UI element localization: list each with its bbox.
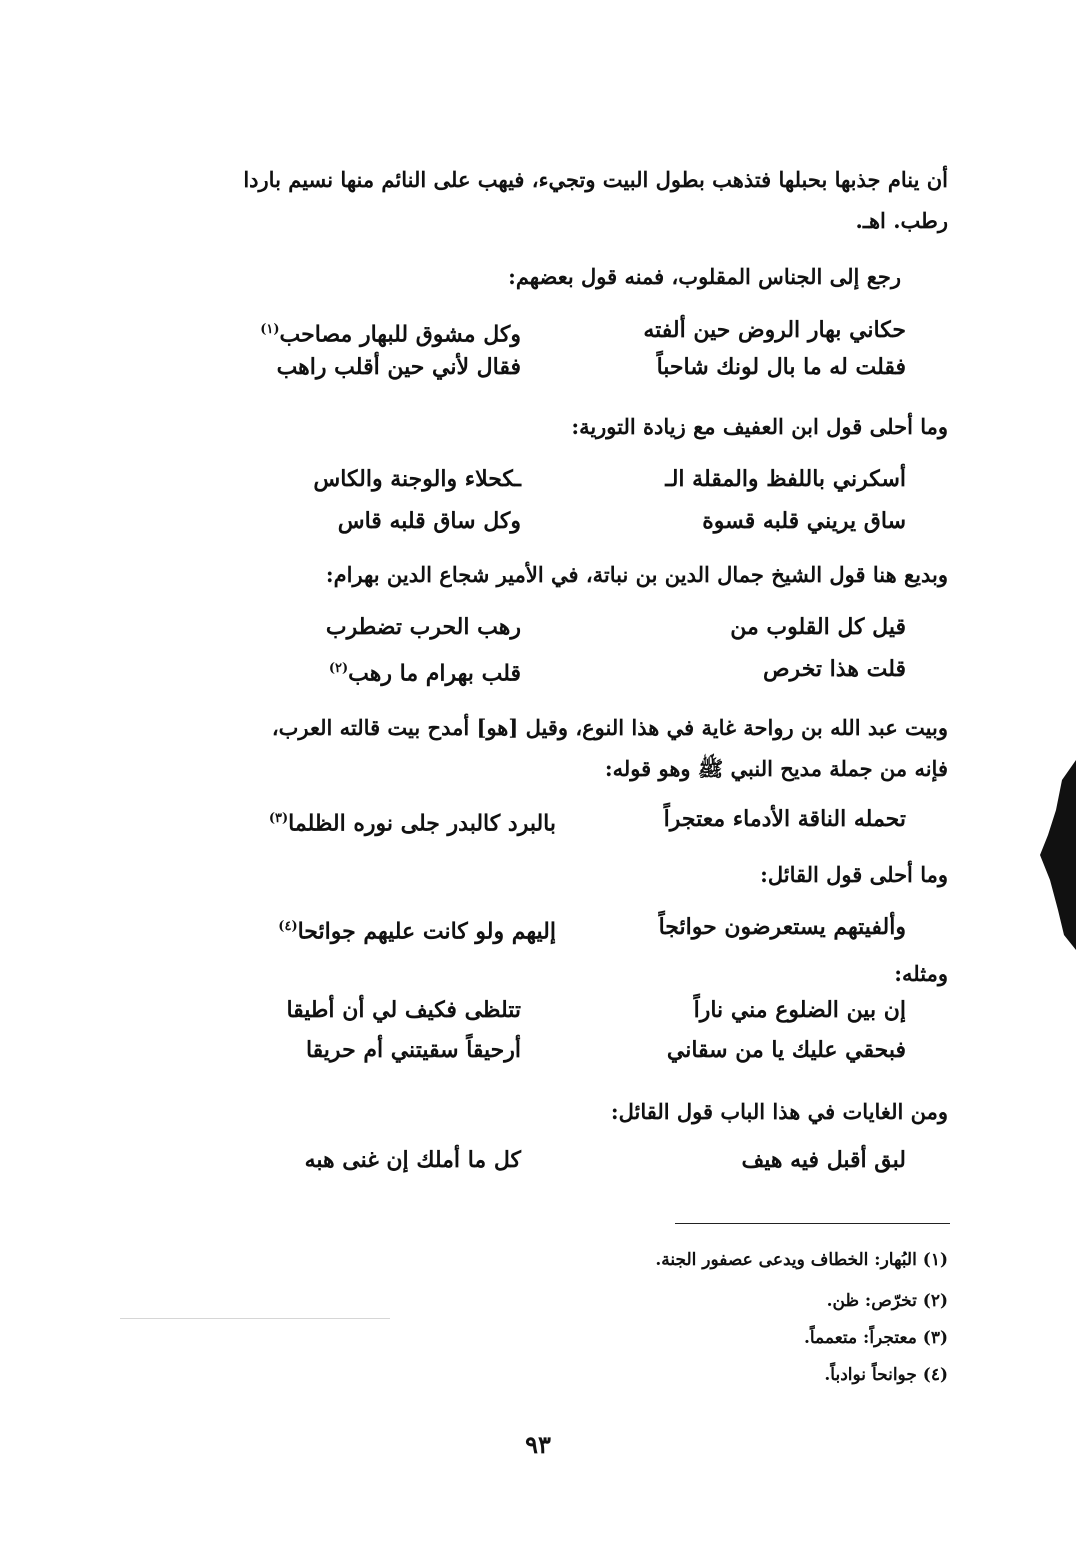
footnote-ref-3: (٣) xyxy=(268,811,289,826)
bleed-through-rule xyxy=(120,1318,390,1319)
footnote-3: (٣) معتجراً: متعمماً. xyxy=(803,1328,948,1348)
paragraph-1-line-2: رطب. اهـ. xyxy=(855,208,948,233)
footnote-1: (١) البُهار: الخطاف ويدعى عصفور الجنة. xyxy=(655,1250,948,1270)
verse-1b-second: فقال لأني حين أقلب راهب xyxy=(276,354,521,380)
verse-1a-first: حكاني بهار الروض حين ألفته xyxy=(643,317,906,343)
verse-6b-first: فبحقي عليك يا من سقاني xyxy=(666,1037,906,1063)
paragraph-8: ومن الغايات في هذا الباب قول القائل: xyxy=(610,1099,948,1124)
paragraph-3: وما أحلى قول ابن العفيف مع زيادة التورية: xyxy=(571,414,948,439)
verse-6b-second: أرحيقاً سقيتني أم حريقا xyxy=(305,1037,521,1063)
paragraph-5-line-1: وبيت عبد الله بن رواحة غاية في هذا النوع، وقيل [هو] أمدح بيت قالته العرب، xyxy=(271,715,948,740)
verse-2b-second: وكل ساق قلبه قاس xyxy=(337,508,521,534)
verse-1a-second: وكل مشوق للبهار مصاحب xyxy=(279,321,521,348)
verse-1a-second-wrap xyxy=(181,313,521,351)
verse-4-first: تحمله الناقة الأدماء معتجراً xyxy=(663,806,906,832)
verse-5-second-wrap xyxy=(196,910,556,948)
verse-5-second: إليهم ولو كانت عليهم جوائحا xyxy=(297,918,556,945)
verse-3a-first: قيل كل القلوب من xyxy=(730,614,906,640)
verse-3b-first: قلت هذا تخرص xyxy=(762,656,906,682)
verse-4-second: بالبرد كالبدر جلى نوره الظلما xyxy=(288,810,556,837)
verse-2a-first: أسكرني باللفظ والمقلة الـ xyxy=(665,466,906,492)
verse-5-first: وألفيتهم يستعرضون حوائجاً xyxy=(658,914,906,940)
scan-edge-blot xyxy=(1040,760,1076,950)
verse-3a-second: رهب الحرب تضطرب xyxy=(325,614,521,640)
page-number: ٩٣ xyxy=(525,1430,551,1459)
verse-7-second: كل ما أملك إن غنى هبه xyxy=(304,1147,521,1173)
paragraph-1-line-1: أن ينام جذبها بحبلها فتذهب بطول البيت وتجيء، فيهب على النائم منها نسيم باردا xyxy=(243,167,948,192)
verse-6a-second: تتلظى فكيف لي أن أطيقا xyxy=(286,997,521,1023)
footnote-ref-1: (١) xyxy=(260,322,280,337)
paragraph-4: وبديع هنا قول الشيخ جمال الدين بن نباتة، في الأمير شجاع الدين بهرام: xyxy=(325,562,948,587)
paragraph-2: رجع إلى الجناس المقلوب، فمنه قول بعضهم: xyxy=(508,264,901,289)
paragraph-7: ومثله: xyxy=(894,961,948,986)
footnote-divider xyxy=(675,1223,950,1224)
footnote-ref-4: (٤) xyxy=(278,919,298,934)
verse-4-second-wrap xyxy=(196,802,556,840)
verse-3b-second-wrap xyxy=(181,652,521,690)
verse-1b-first: فقلت له ما بال لونك شاحباً xyxy=(656,354,906,380)
footnote-2: (٢) تخرّص: ظن. xyxy=(826,1291,948,1311)
footnote-4: (٤) جوانحاً نوادباً. xyxy=(824,1365,948,1385)
paragraph-6: وما أحلى قول القائل: xyxy=(760,862,948,887)
verse-7-first: لبق أقبل فيه هيف xyxy=(741,1147,906,1173)
verse-3b-second: قلب بهرام ما رهب xyxy=(348,660,521,687)
verse-6a-first: إن بين الضلوع مني ناراً xyxy=(693,997,906,1023)
footnote-ref-2: (٢) xyxy=(328,661,349,676)
verse-2a-second: ـكحلاء والوجنة والكاس xyxy=(313,466,521,492)
paragraph-5-line-2: فإنه من جملة مديح النبي ﷺ وهو قوله: xyxy=(604,756,948,781)
verse-2b-first: ساق يريني قلبه قسوة xyxy=(702,508,906,534)
